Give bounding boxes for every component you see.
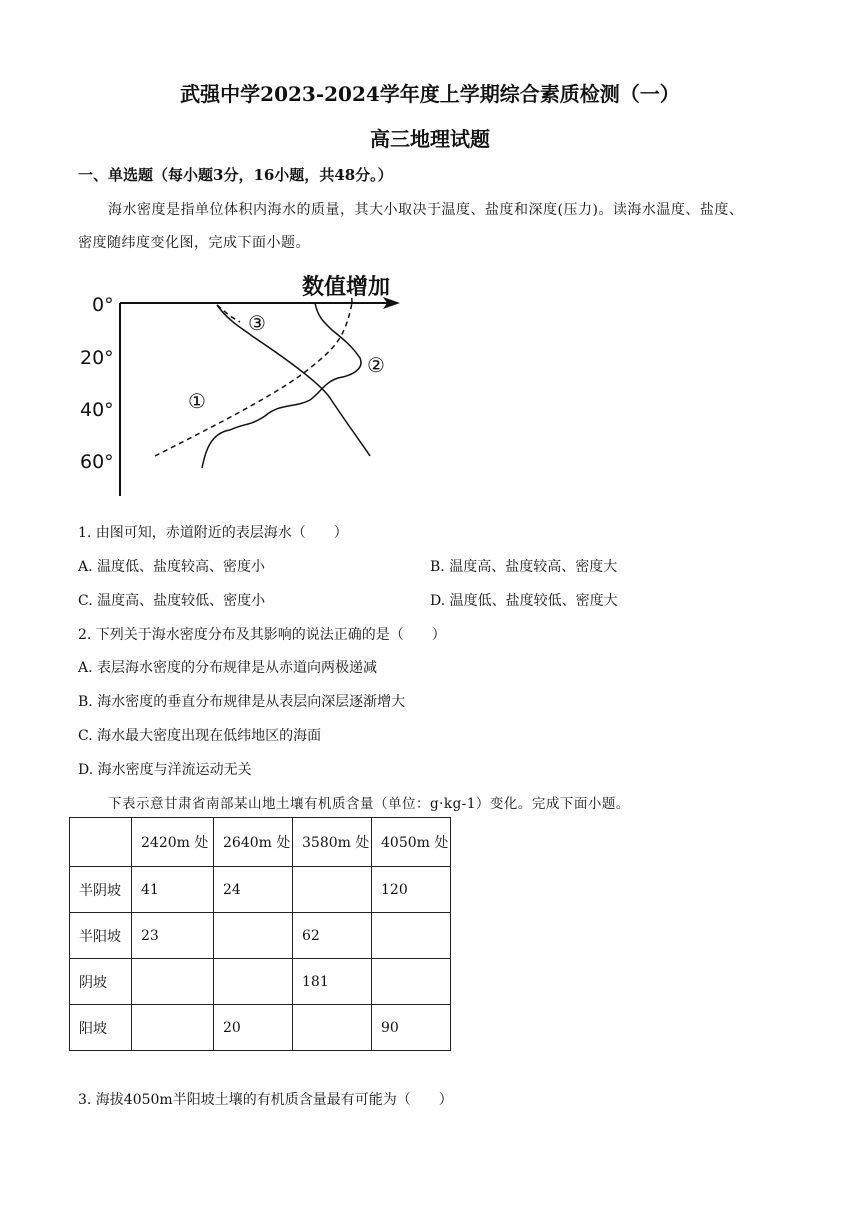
soil-organic-matter-table [69,817,451,1051]
table-cell [132,959,214,1005]
marker-2: ② [367,353,385,377]
marker-3: ③ [248,311,266,335]
table-cell: 20 [214,1005,293,1051]
section-heading: 一、单选题（每小题3分，16小题，共48分。） [78,166,393,184]
table-cell: 半阴坡 [70,867,132,913]
y-tick-40: 40° [80,399,114,421]
table-cell: 181 [293,959,372,1005]
question-1-stem: 1. 由图可知，赤道附近的表层海水（ ） [78,525,348,541]
question-1-option-c: C. 温度高、盐度较低、密度小 [78,593,266,609]
table-row [70,867,451,913]
document-subtitle: 高三地理试题 [370,127,490,151]
curve-2 [202,303,361,468]
table-cell: 90 [372,1005,451,1051]
table-row [70,913,451,959]
latitude-chart [70,268,410,503]
table-cell: 阳坡 [70,1005,132,1051]
question-1-option-b: B. 温度高、盐度较高、密度大 [430,559,618,575]
y-tick-20: 20° [80,347,114,369]
marker-1: ① [188,389,206,413]
question-2-option-a: A. 表层海水密度的分布规律是从赤道向两极递减 [78,660,378,676]
y-tick-0: 0° [92,294,114,316]
table-row [70,1005,451,1051]
document-title: 武强中学2023-2024学年度上学期综合素质检测（一） [180,82,680,106]
table-cell: 半阳坡 [70,913,132,959]
question-2-stem: 2. 下列关于海水密度分布及其影响的说法正确的是（ ） [78,627,446,643]
table-cell [132,1005,214,1051]
question-3-stem: 3. 海拔4050m半阳坡土壤的有机质含量最有可能为（ ） [78,1092,453,1108]
question-1-option-a: A. 温度低、盐度较高、密度小 [78,559,266,575]
question-2-option-c: C. 海水最大密度出现在低纬地区的海面 [78,728,322,744]
table-header-cell: 3580m 处 [293,818,372,867]
table-cell: 41 [132,867,214,913]
table-cell: 阴坡 [70,959,132,1005]
table-cell [214,913,293,959]
y-tick-60: 60° [80,451,114,473]
question-2-option-b: B. 海水密度的垂直分布规律是从表层向深层逐渐增大 [78,694,406,710]
table-cell [372,913,451,959]
table-header-cell [70,818,132,867]
table-cell [293,867,372,913]
table-row [70,959,451,1005]
table-cell [293,1005,372,1051]
table-intro: 下表示意甘肃省南部某山地土壤有机质含量（单位：g·kg-1）变化。完成下面小题。 [108,796,630,812]
curve-3-dashed [217,305,240,322]
table-cell [372,959,451,1005]
axis-label: 数值增加 [302,275,391,300]
table-header-row [70,818,451,867]
table-cell [214,959,293,1005]
table-header-cell: 4050m 处 [372,818,451,867]
question-1-option-d: D. 温度低、盐度较低、密度大 [430,593,618,609]
table-cell: 24 [214,867,293,913]
table-cell: 62 [293,913,372,959]
table-cell: 120 [372,867,451,913]
table-header-cell: 2640m 处 [214,818,293,867]
intro-paragraph-line1: 海水密度是指单位体积内海水的质量，其大小取决于温度、盐度和深度(压力)。读海水温度、盐度、 [108,202,744,218]
table-cell: 23 [132,913,214,959]
intro-paragraph-line2: 密度随纬度变化图，完成下面小题。 [78,235,310,251]
question-2-option-d: D. 海水密度与洋流运动无关 [78,762,252,778]
table-header-cell: 2420m 处 [132,818,214,867]
